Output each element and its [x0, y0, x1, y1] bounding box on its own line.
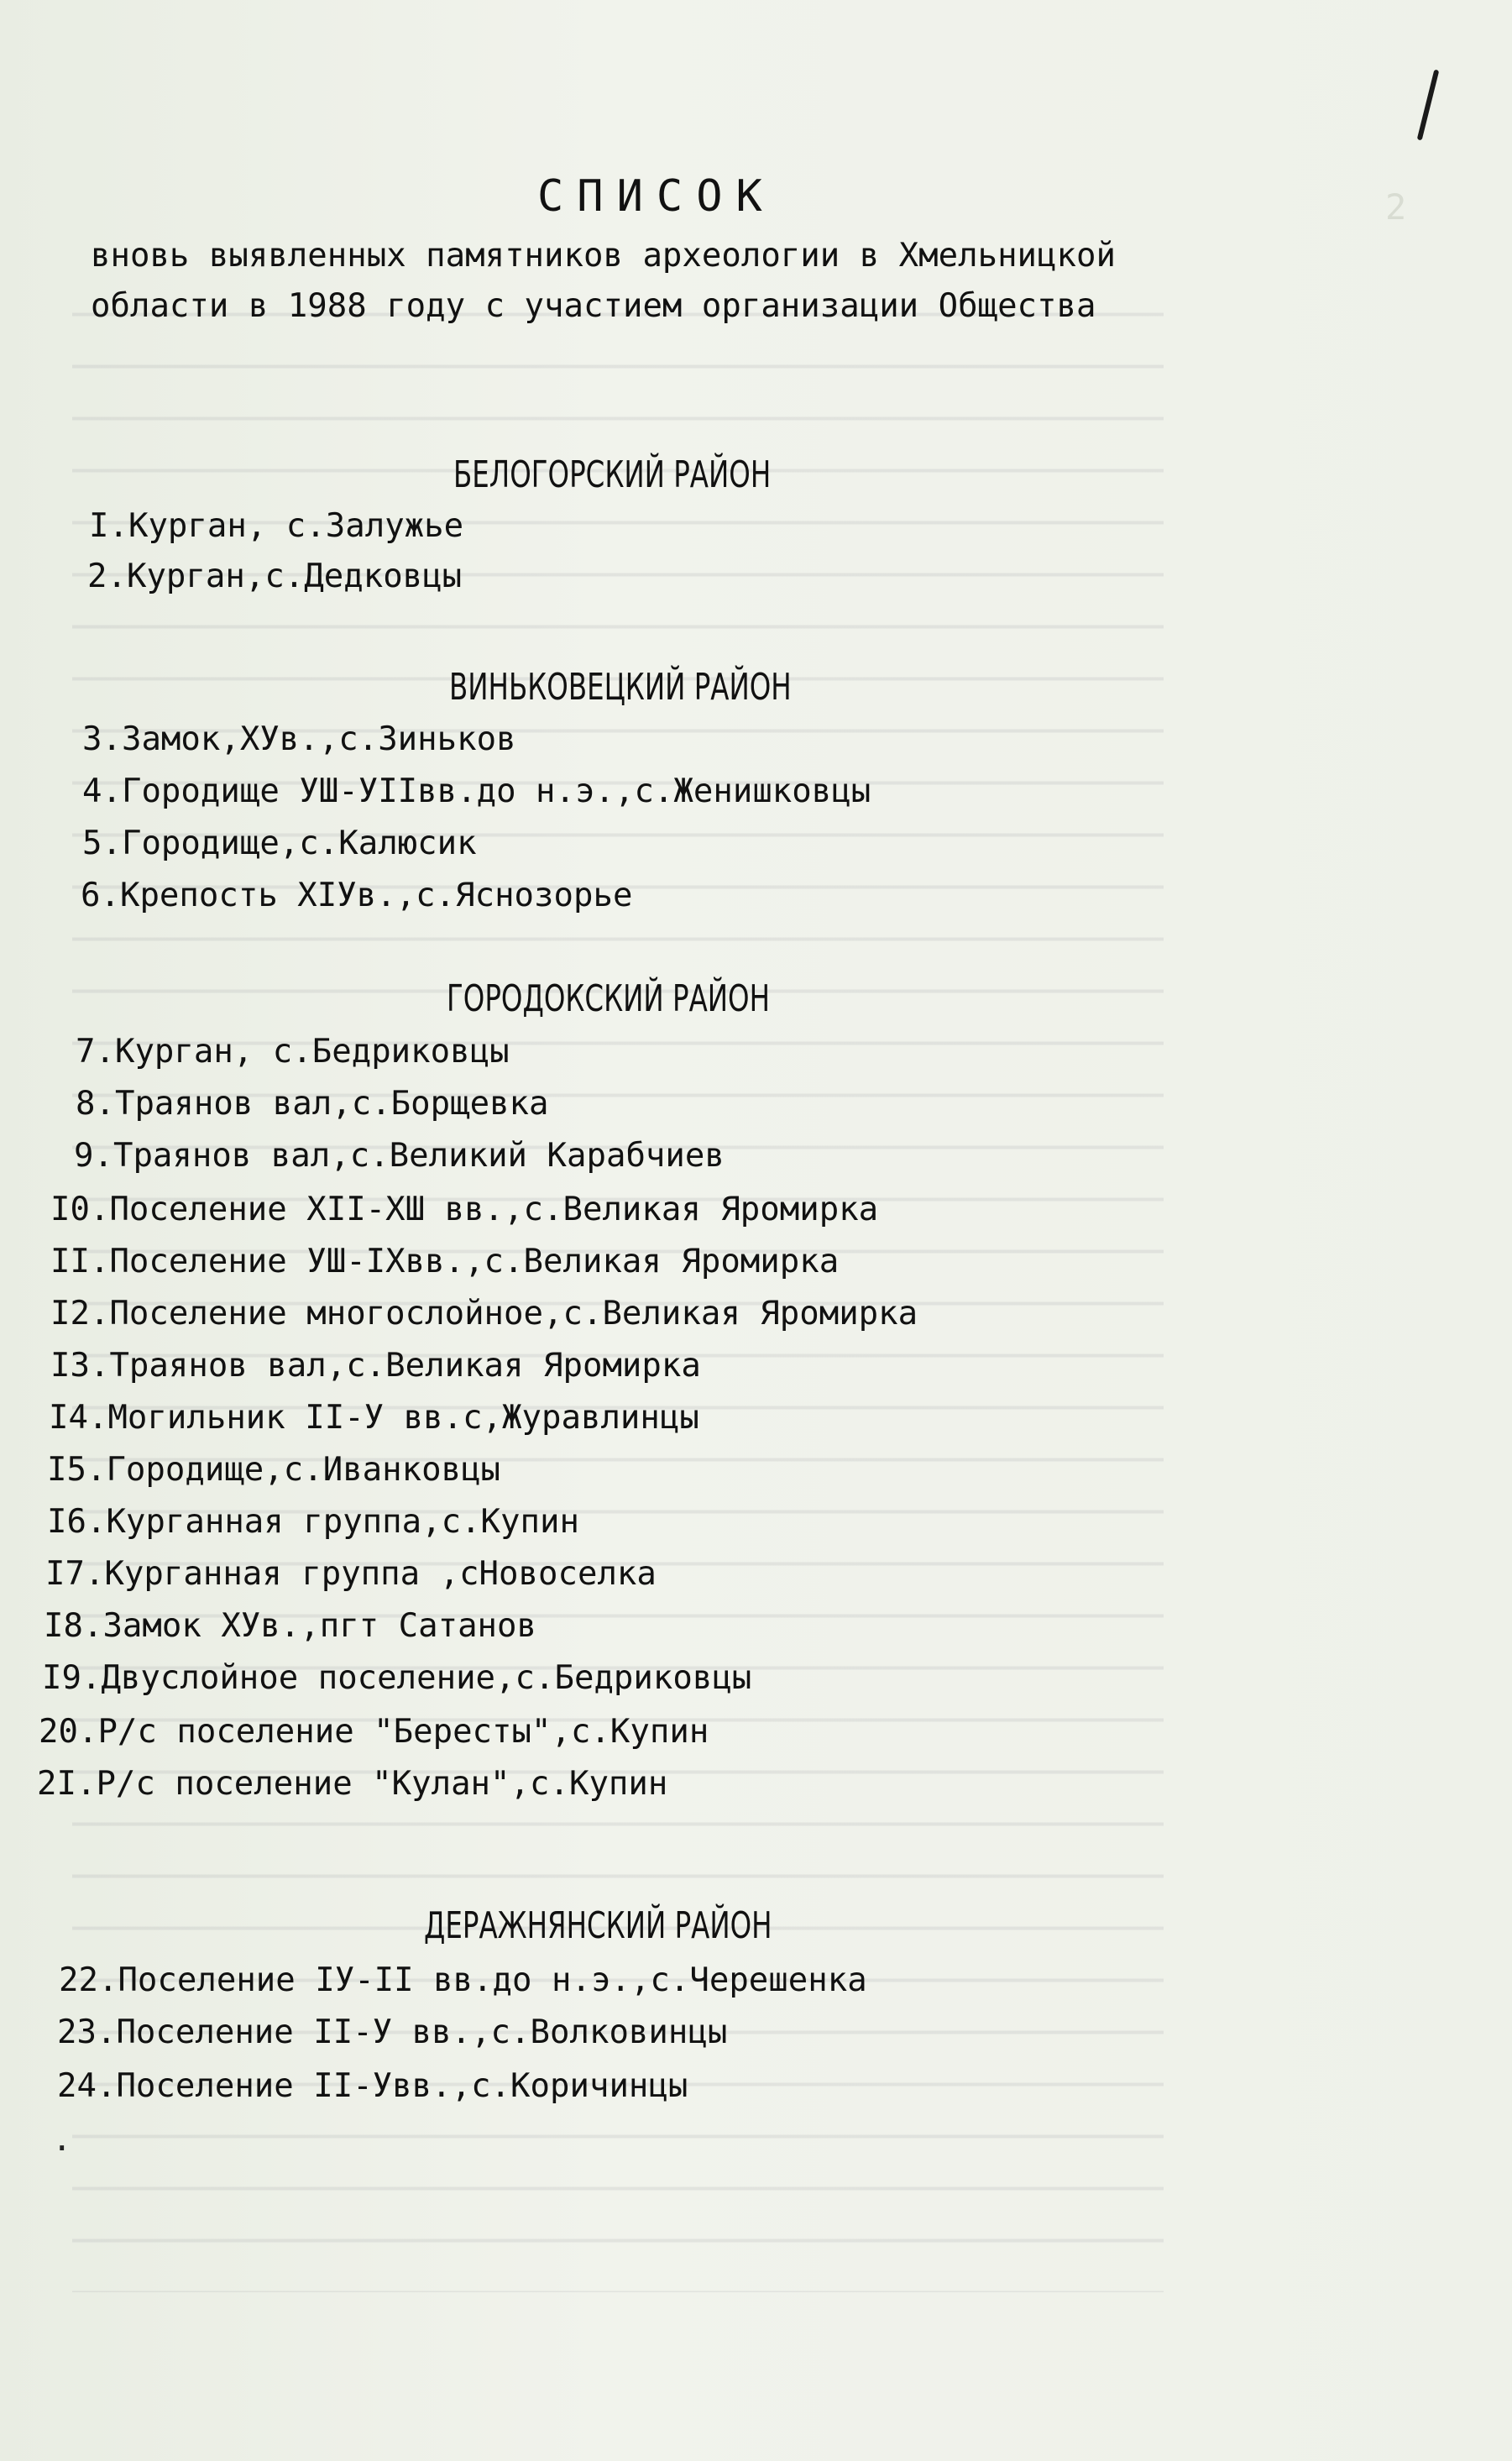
list-item: I4.Могильник II-У вв.с,Журавлинцы — [49, 1399, 699, 1437]
trailing-mark: . — [52, 2121, 72, 2159]
list-item: I9.Двуслойное поселение,с.Бедриковцы — [42, 1659, 752, 1697]
document-title: СПИСОК — [537, 171, 776, 222]
list-item: 4.Городище УШ-УIIвв.до н.э.,с.Женишковцы — [82, 772, 871, 810]
page-number: 2 — [1385, 186, 1407, 228]
list-item: II.Поселение УШ-IХвв.,с.Великая Яромирка — [50, 1243, 840, 1280]
list-item: 7.Курган, с.Бедриковцы — [76, 1033, 510, 1071]
list-item: I3.Траянов вал,с.Великая Яромирка — [50, 1347, 701, 1385]
list-item: 20.Р/с поселение "Бересты",с.Купин — [39, 1713, 709, 1751]
section-heading-vinkovetsky: ВИНЬКОВЕЦКИЙ РАЙОН — [449, 666, 792, 709]
handwritten-mark — [1417, 70, 1440, 141]
section-heading-derazhnyansky: ДЕРАЖНЯНСКИЙ РАЙОН — [424, 1904, 772, 1947]
section-heading-gorodoksky: ГОРОДОКСКИЙ РАЙОН — [447, 977, 771, 1020]
list-item: I5.Городище,с.Иванковцы — [47, 1451, 501, 1489]
list-item: 2I.Р/с поселение "Кулан",с.Купин — [37, 1765, 668, 1803]
list-item: 22.Поселение IУ-II вв.до н.э.,с.Черешенка — [59, 1961, 867, 1999]
list-item: I2.Поселение многослойное,с.Великая Яромирка — [50, 1295, 918, 1333]
list-item: I0.Поселение ХII-ХШ вв.,с.Великая Яромирка — [50, 1191, 879, 1228]
list-item: 8.Траянов вал,с.Борщевка — [76, 1085, 549, 1123]
document-subtitle-line-2: области в 1988 году с участием организации Общества — [91, 287, 1096, 325]
document-subtitle-line-1: вновь выявленных памятников археологии в Хмельницкой — [91, 237, 1116, 275]
list-item: I7.Курганная группа ,сНовоселка — [45, 1555, 657, 1593]
list-item: I.Курган, с.Залужье — [89, 507, 464, 545]
list-item: 5.Городище,с.Калюсик — [82, 825, 477, 862]
list-item: 24.Поселение II-Увв.,с.Коричинцы — [57, 2067, 688, 2105]
list-item: 9.Траянов вал,с.Великий Карабчиев — [74, 1137, 725, 1175]
list-item: I8.Замок ХУв.,пгт Сатанов — [44, 1607, 536, 1645]
list-item: 6.Крепость ХIУв.,с.Яснозорье — [81, 877, 633, 914]
section-heading-belogorsky: БЕЛОГОРСКИЙ РАЙОН — [453, 453, 772, 496]
list-item: 2.Курган,с.Дедковцы — [87, 558, 463, 595]
list-item: 23.Поселение II-У вв.,с.Волковинцы — [57, 2013, 728, 2051]
list-item: 3.Замок,ХУв.,с.Зиньков — [82, 720, 516, 758]
list-item: I6.Курганная группа,с.Купин — [47, 1503, 579, 1541]
